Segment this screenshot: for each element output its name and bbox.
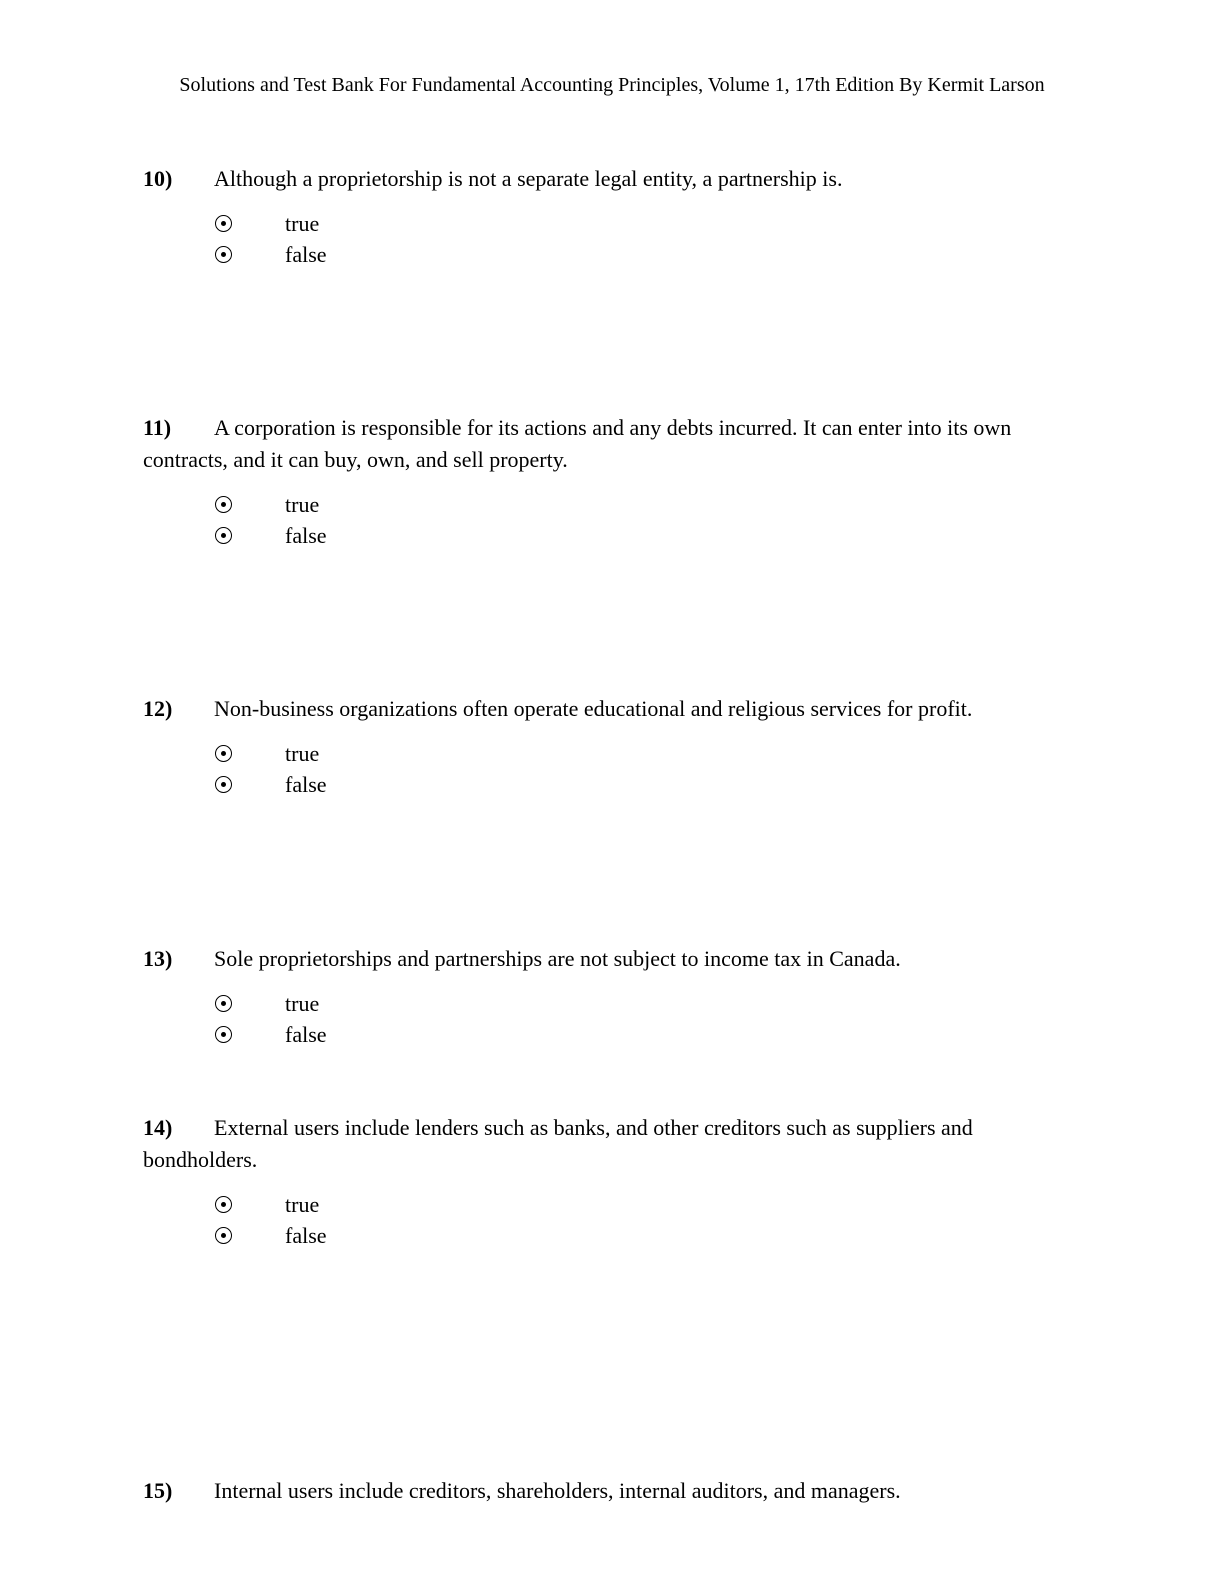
question-number: 13) [143, 946, 173, 971]
answer-options [215, 1189, 1043, 1251]
option-label: true [285, 741, 320, 766]
option-label: true [285, 991, 320, 1016]
radio-button-icon[interactable] [215, 215, 232, 232]
radio-button-icon[interactable] [215, 776, 232, 793]
question-text: External users include lenders such as banks, and other creditors such as suppliers and bondholders. [143, 1115, 973, 1172]
option-true[interactable] [215, 988, 1043, 1019]
answer-options [215, 208, 1043, 270]
option-true[interactable] [215, 1189, 1043, 1220]
question-text: Internal users include creditors, shareholders, internal auditors, and managers. [214, 1478, 901, 1503]
question-number: 14) [143, 1115, 173, 1140]
radio-button-icon[interactable] [215, 496, 232, 513]
question-text: Sole proprietorships and partnerships are not subject to income tax in Canada. [214, 946, 901, 971]
question-text: A corporation is responsible for its actions and any debts incurred. It can enter into its own contracts, and it can buy, own, and sell property. [143, 415, 1012, 472]
option-true[interactable] [215, 489, 1043, 520]
question-number: 11) [143, 415, 172, 440]
question-13 [143, 943, 1043, 1050]
radio-button-icon[interactable] [215, 1227, 232, 1244]
option-label: false [285, 1022, 327, 1047]
option-true[interactable] [215, 738, 1043, 769]
question-14 [143, 1112, 1043, 1251]
option-false[interactable] [215, 239, 1043, 270]
option-label: true [285, 211, 320, 236]
radio-button-icon[interactable] [215, 527, 232, 544]
radio-button-icon[interactable] [215, 995, 232, 1012]
option-label: false [285, 523, 327, 548]
answer-options [215, 738, 1043, 800]
page-header: Solutions and Test Bank For Fundamental Accounting Principles, Volume 1, 17th Edition By Kermit Larson [179, 74, 1045, 96]
question-text: Non-business organizations often operate educational and religious services for profit. [214, 696, 973, 721]
option-label: false [285, 1223, 327, 1248]
question-11 [143, 412, 1043, 551]
option-label: false [285, 242, 327, 267]
radio-button-icon[interactable] [215, 246, 232, 263]
radio-button-icon[interactable] [215, 1196, 232, 1213]
option-label: true [285, 1192, 320, 1217]
question-number: 12) [143, 696, 173, 721]
option-false[interactable] [215, 769, 1043, 800]
question-15 [143, 1475, 1043, 1507]
radio-button-icon[interactable] [215, 745, 232, 762]
question-number: 10) [143, 166, 173, 191]
question-10 [143, 163, 1043, 270]
question-number: 15) [143, 1478, 173, 1503]
question-text: Although a proprietorship is not a separate legal entity, a partnership is. [214, 166, 843, 191]
question-12 [143, 693, 1043, 800]
answer-options [215, 988, 1043, 1050]
radio-button-icon[interactable] [215, 1026, 232, 1043]
option-label: false [285, 772, 327, 797]
option-true[interactable] [215, 208, 1043, 239]
option-label: true [285, 492, 320, 517]
option-false[interactable] [215, 1019, 1043, 1050]
option-false[interactable] [215, 1220, 1043, 1251]
option-false[interactable] [215, 520, 1043, 551]
answer-options [215, 489, 1043, 551]
